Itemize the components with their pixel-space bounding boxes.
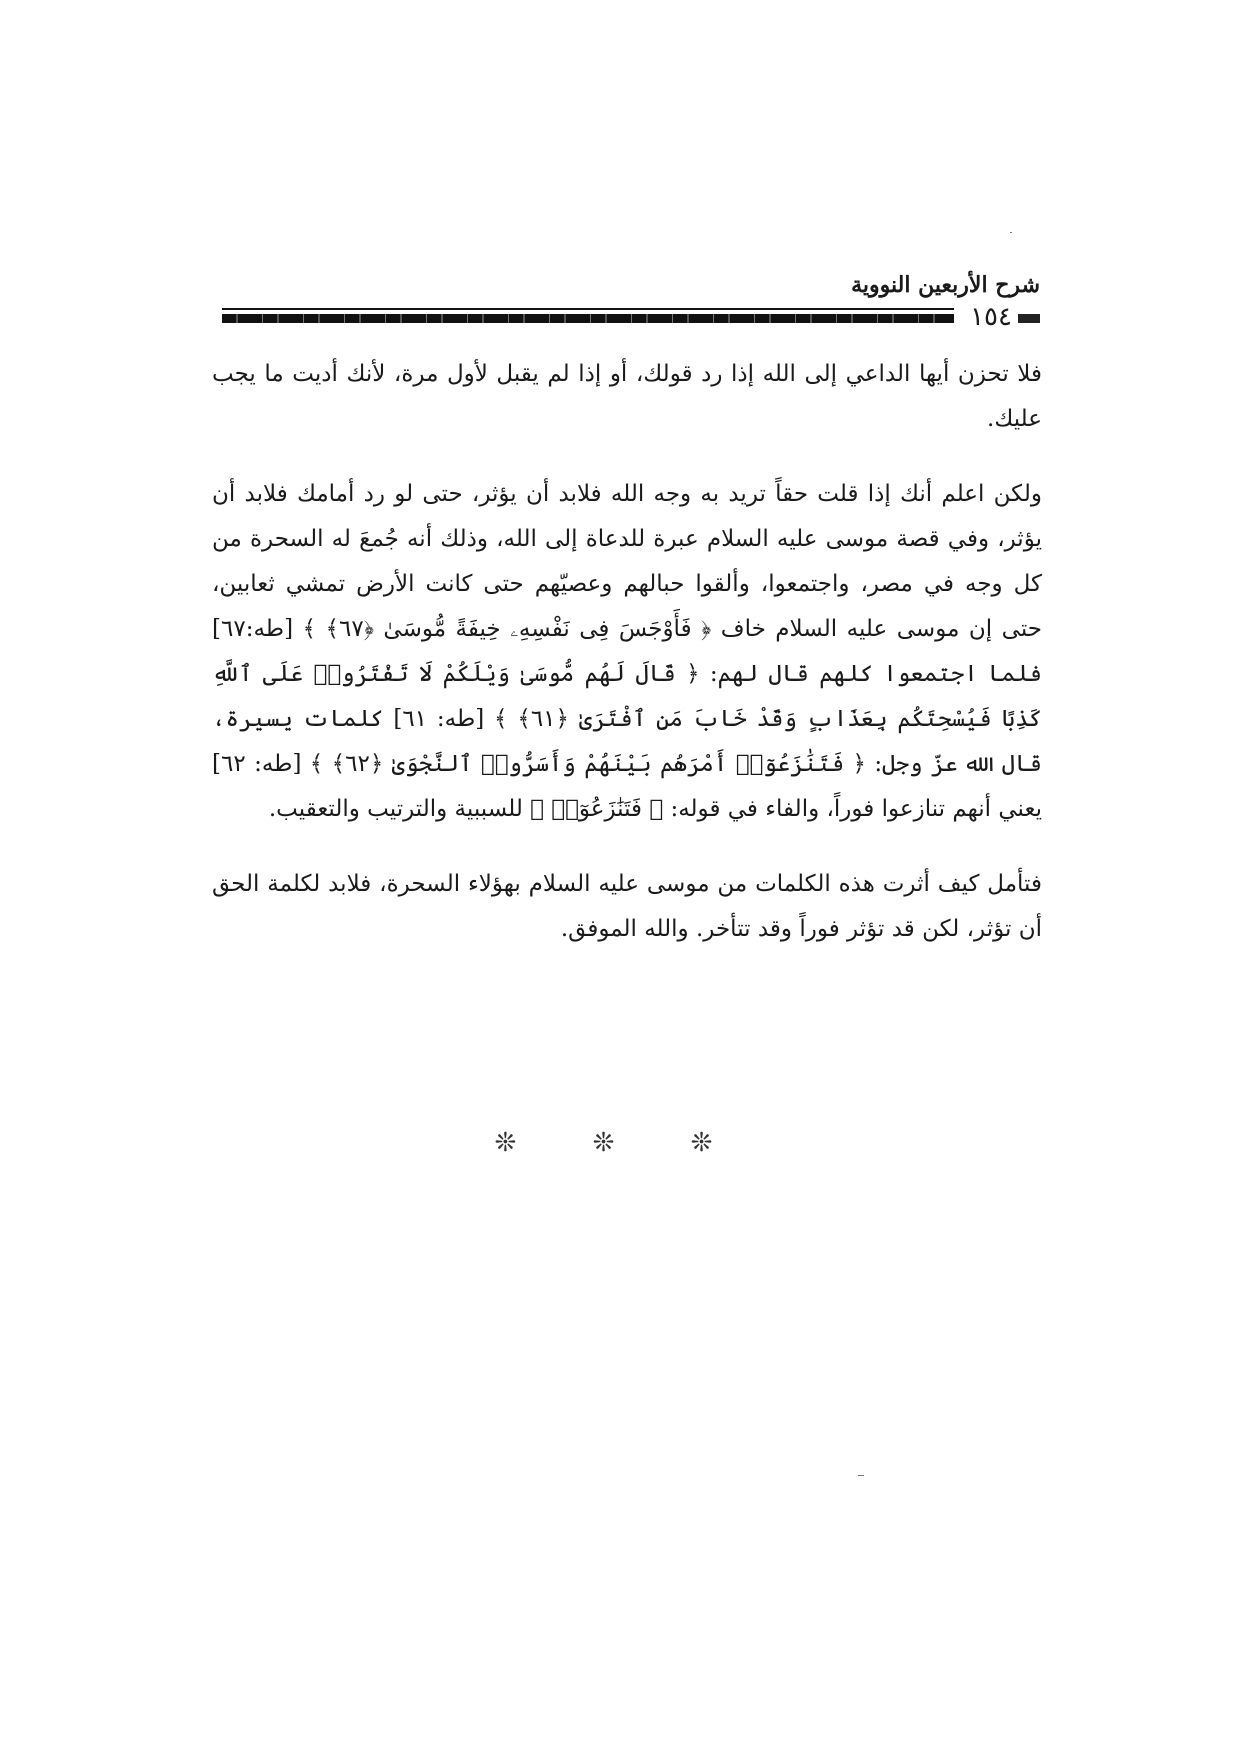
page-number: ١٥٤ [970, 302, 1012, 332]
paragraph-3: فتأمل كيف أثرت هذه الكلمات من موسى عليه السلام بهؤلاء السحرة، فلابد لكلمة الحق أن تؤثر، لكن قد تؤثر فوراً وقد تتأخر. والله الموفق. [212, 871, 1042, 942]
scan-speck [858, 1475, 864, 1476]
running-header [222, 272, 1040, 332]
page-number-ornament [1018, 314, 1040, 323]
paragraph-1: فلا تحزن أيها الداعي إلى الله إذا رد قولك، أو إذا لم يقبل لأول مرة، لأنك أديت ما يجب عليك. [212, 361, 1042, 432]
header-rule-bar [222, 314, 954, 323]
header-rule-line [222, 308, 954, 310]
body-text [212, 352, 1042, 982]
header-title: شرح الأربعين النووية [851, 272, 1040, 298]
section-separator: ❊ ❊ ❊ [494, 1128, 747, 1158]
scan-speck [1010, 232, 1012, 233]
paragraph-2: ولكن اعلم أنك إذا قلت حقاً تريد به وجه الله فلابد أن يؤثر، حتى لو رد أمامك فلابد أن يؤثر، وفي قصة موسى عليه السلام عبرة للدعاة إلى الله، وذلك أنه جُمعَ له السحرة من كل وجه في مصر، واجتمعوا، وألقوا حبالهم وعصيّهم حتى كانت الأرض تمشي ثعابين، حتى إن موسى عليه السلام خاف ﴿ فَأَوْجَسَ فِى نَفْسِهِۦ خِيفَةً مُّوسَىٰ ﴿٦٧﴾ ﴾ [طه:٦٧] فلما اجتمعوا كلهم قال لهم: ﴿ قَالَ لَهُم مُّوسَىٰ وَيْلَكُمْ لَا تَفْتَرُوا۟ عَلَى ٱللَّهِ كَذِبًا فَيُسْحِتَكُم بِعَذَابٍ وَقَدْ خَابَ مَنِ ٱفْتَرَىٰ ﴿٦١﴾ ﴾ [طه: ٦١] كلمات يسيرة، قال الله عزّ وجل: ﴿ فَتَنَٰزَعُوٓا۟ أَمْرَهُم بَيْنَهُمْ وَأَسَرُّوا۟ ٱلنَّجْوَىٰ ﴿٦٢﴾ ﴾ [طه: ٦٢] يعني أنهم تنازعوا فوراً، والفاء في قوله: ﴿ فَتَنَٰزَعُوٓا۟ ﴾ للسببية والترتيب والتعقيب. [212, 481, 1043, 822]
